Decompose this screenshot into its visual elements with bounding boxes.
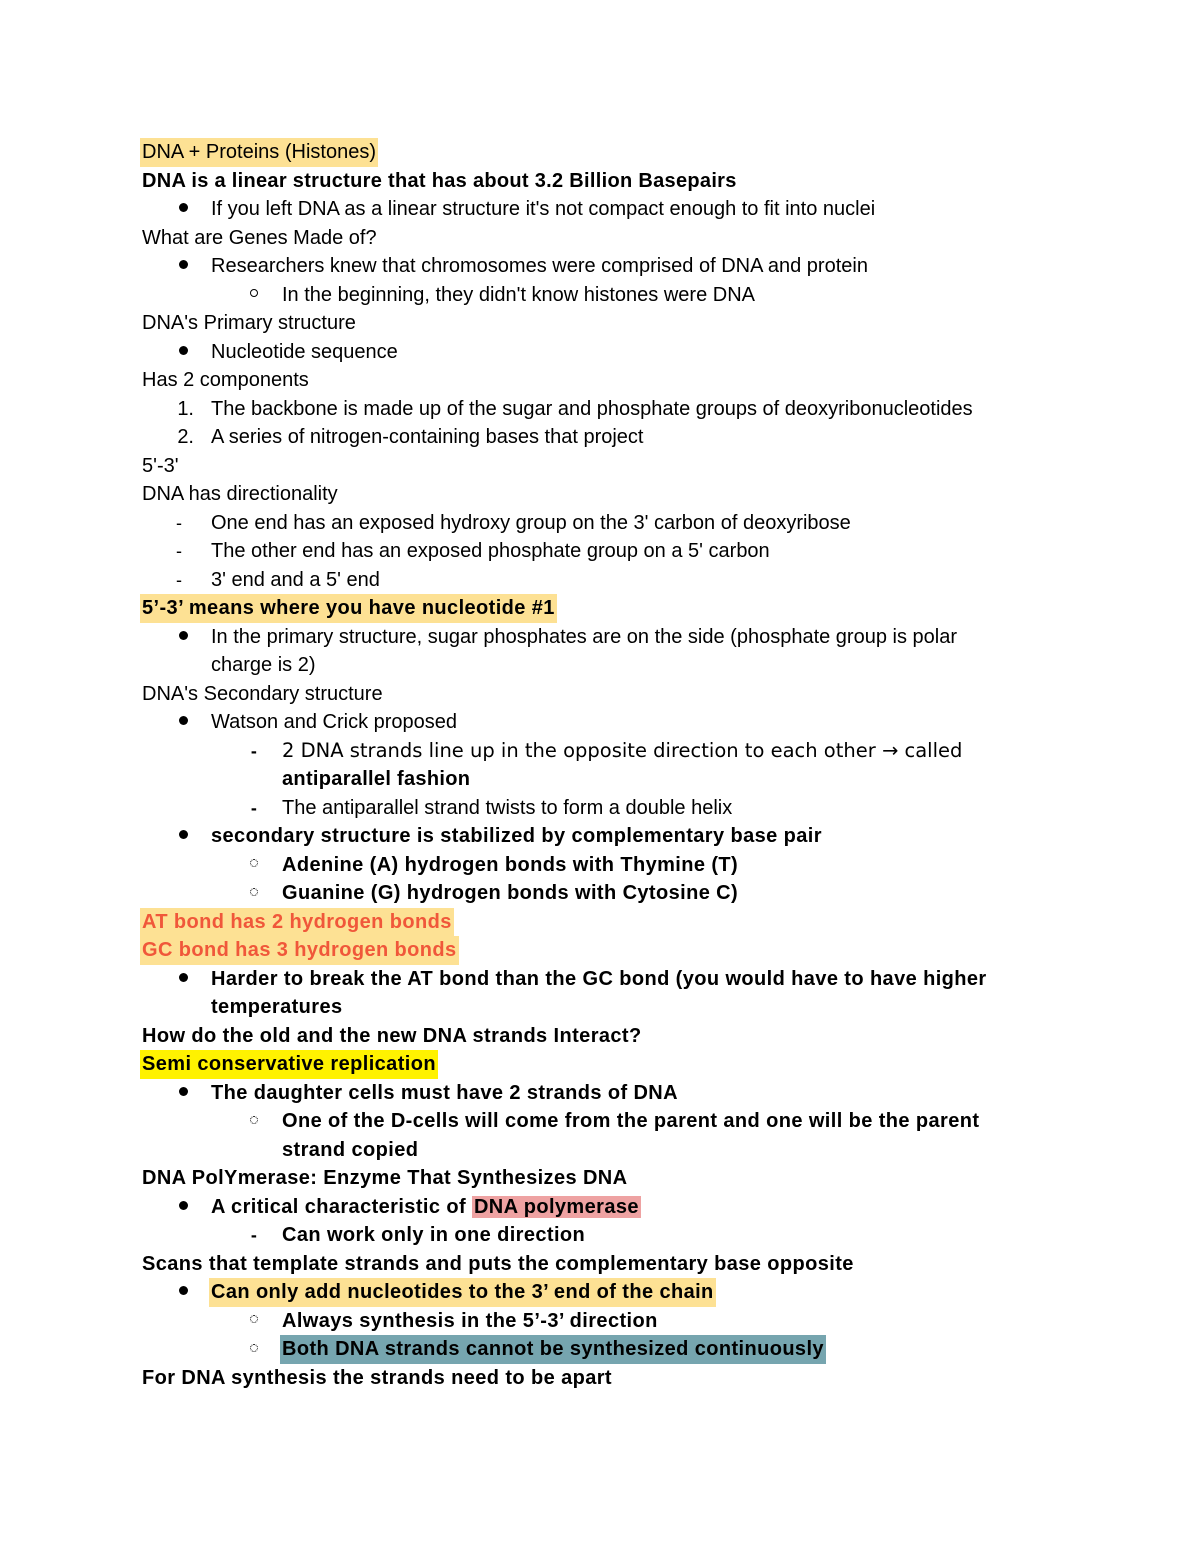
bullet-text: Researchers knew that chromosomes were comprised of DNA and protein	[211, 255, 868, 277]
list-text: The backbone is made up of the sugar and phosphate groups of deoxyribonucleotides	[211, 397, 973, 420]
bullet-circle-icon	[239, 281, 269, 310]
bullet-text: In the beginning, they didn't know histones were DNA	[282, 283, 755, 306]
bullet-item	[0, 1278, 1200, 1307]
dash-continuation	[0, 765, 1200, 794]
dash-item	[0, 737, 1200, 766]
bullet-disc-icon	[168, 1278, 198, 1307]
highlighted-heading: 5’-3’ means where you have nucleotide #1	[140, 594, 557, 623]
bullet-text-part: A critical characteristic of	[211, 1195, 472, 1218]
bullet-continuation	[0, 993, 1200, 1022]
bullet-item	[0, 623, 1200, 652]
doc-line	[0, 680, 1200, 709]
bullet-item	[0, 1079, 1200, 1108]
bullet-dotted-circle-icon	[239, 1107, 269, 1136]
bullet-disc-icon	[168, 708, 198, 737]
section-title: What are Genes Made of?	[142, 226, 377, 249]
bullet-text: If you left DNA as a linear structure it's not compact enough to fit into nuclei	[211, 198, 876, 220]
list-number: 2.	[177, 426, 194, 448]
section-title: How do the old and the new DNA strands Interact?	[142, 1024, 642, 1047]
bullet-continuation	[0, 1136, 1200, 1165]
dash-marker: -	[176, 541, 182, 561]
doc-line	[0, 1050, 1200, 1079]
bullet-dotted-circle-icon	[239, 1335, 269, 1364]
dash-item	[0, 537, 1200, 566]
dash-item	[0, 566, 1200, 595]
bullet-disc-icon	[168, 623, 198, 652]
bullet-item	[0, 1193, 1200, 1222]
list-number: 1.	[177, 397, 194, 420]
highlighted-heading: GC bond has 3 hydrogen bonds	[140, 936, 459, 965]
dash-marker: -	[250, 740, 258, 761]
dash-marker: -	[176, 569, 182, 590]
bullet-item	[0, 708, 1200, 737]
dash-text: Can work only in one direction	[282, 1224, 586, 1246]
highlighted-bullet-text: Can only add nucleotides to the 3’ end of the chain	[209, 1278, 716, 1307]
heading-linear-structure: DNA is a linear structure that has about 3.2 Billion Basepairs	[142, 169, 737, 192]
section-title: DNA has directionality	[142, 483, 338, 505]
dash-text: The antiparallel strand twists to form a double helix	[282, 796, 733, 819]
bullet-item	[0, 879, 1200, 908]
bullet-text: charge is 2)	[211, 654, 316, 676]
doc-line	[0, 452, 1200, 481]
bullet-text: Nucleotide sequence	[211, 340, 398, 363]
bullet-item	[0, 195, 1200, 224]
doc-line	[0, 1364, 1200, 1393]
numbered-item	[0, 395, 1200, 424]
doc-line	[0, 366, 1200, 395]
dash-item	[0, 509, 1200, 538]
doc-line	[0, 1250, 1200, 1279]
bullet-disc-icon	[168, 1193, 198, 1222]
doc-line	[0, 936, 1200, 965]
section-title: Has 2 components	[142, 369, 309, 391]
bullet-item	[0, 252, 1200, 281]
bullet-item	[0, 965, 1200, 994]
dash-text: 3' end and a 5' end	[211, 568, 380, 591]
bullet-disc-icon	[168, 195, 198, 224]
dash-text: The other end has an exposed phosphate group on a 5' carbon	[211, 540, 770, 562]
bullet-disc-icon	[168, 252, 198, 281]
bullet-text: strand copied	[282, 1138, 419, 1161]
section-title: For DNA synthesis the strands need to be apart	[142, 1366, 612, 1389]
dash-text: One end has an exposed hydroxy group on the 3' carbon of deoxyribose	[211, 511, 851, 534]
highlighted-heading: AT bond has 2 hydrogen bonds	[140, 908, 454, 937]
bullet-text: In the primary structure, sugar phosphates are on the side (phosphate group is polar	[211, 625, 957, 648]
section-title: DNA's Primary structure	[142, 312, 356, 334]
dash-marker: -	[250, 797, 258, 818]
bullet-text: Harder to break the AT bond than the GC bond (you would have to have higher	[211, 967, 987, 990]
bullet-item	[0, 1307, 1200, 1336]
doc-line	[0, 1164, 1200, 1193]
dash-marker: -	[176, 512, 182, 533]
doc-line	[0, 167, 1200, 196]
bullet-text	[211, 1193, 641, 1222]
dash-item	[0, 794, 1200, 823]
doc-line	[0, 1022, 1200, 1051]
numbered-item	[0, 423, 1200, 452]
bullet-disc-icon	[168, 1079, 198, 1108]
bullet-text: The daughter cells must have 2 strands of DNA	[211, 1081, 678, 1104]
bullet-item	[0, 822, 1200, 851]
doc-line	[0, 594, 1200, 623]
highlighted-term: DNA polymerase	[473, 1195, 639, 1218]
list-text: A series of nitrogen-containing bases that project	[211, 426, 644, 448]
section-title: DNA PolYmerase: Enzyme That Synthesizes DNA	[142, 1167, 628, 1189]
document-page	[0, 138, 1200, 1392]
dash-item	[0, 1221, 1200, 1250]
bullet-disc-icon	[168, 965, 198, 994]
bullet-continuation	[0, 651, 1200, 680]
heading-dna-proteins: DNA + Proteins (Histones)	[140, 138, 378, 167]
highlighted-heading: Semi conservative replication	[140, 1050, 438, 1079]
section-title: 5'-3'	[142, 454, 179, 477]
section-title: DNA's Secondary structure	[142, 682, 383, 705]
bullet-text: One of the D-cells will come from the parent and one will be the parent	[282, 1110, 980, 1132]
doc-line	[0, 138, 1200, 167]
bullet-item	[0, 851, 1200, 880]
bullet-text: Guanine (G) hydrogen bonds with Cytosine C)	[282, 882, 739, 904]
bullet-dotted-circle-icon	[239, 879, 269, 908]
bullet-text: temperatures	[211, 996, 343, 1018]
doc-line	[0, 908, 1200, 937]
bullet-disc-icon	[168, 338, 198, 367]
bullet-item	[0, 1335, 1200, 1364]
bullet-text: Always synthesis in the 5’-3’ direction	[282, 1309, 658, 1332]
highlighted-bullet-text: Both DNA strands cannot be synthesized continuously	[280, 1335, 826, 1364]
bullet-item	[0, 338, 1200, 367]
doc-line	[0, 309, 1200, 338]
bullet-item	[0, 1107, 1200, 1136]
bullet-text: Adenine (A) hydrogen bonds with Thymine (T)	[282, 853, 739, 876]
bullet-disc-icon	[168, 822, 198, 851]
doc-line	[0, 224, 1200, 253]
bullet-dotted-circle-icon	[239, 1307, 269, 1336]
dash-text: 2 DNA strands line up in the opposite direction to each other → called	[282, 738, 963, 762]
dash-marker: -	[250, 1225, 258, 1245]
bullet-item	[0, 281, 1200, 310]
bullet-dotted-circle-icon	[239, 851, 269, 880]
bullet-text: secondary structure is stabilized by complementary base pair	[211, 825, 822, 847]
doc-line	[0, 480, 1200, 509]
section-title: Scans that template strands and puts the complementary base opposite	[142, 1252, 854, 1275]
dash-text: antiparallel fashion	[282, 768, 471, 790]
bullet-text: Watson and Crick proposed	[211, 711, 458, 733]
